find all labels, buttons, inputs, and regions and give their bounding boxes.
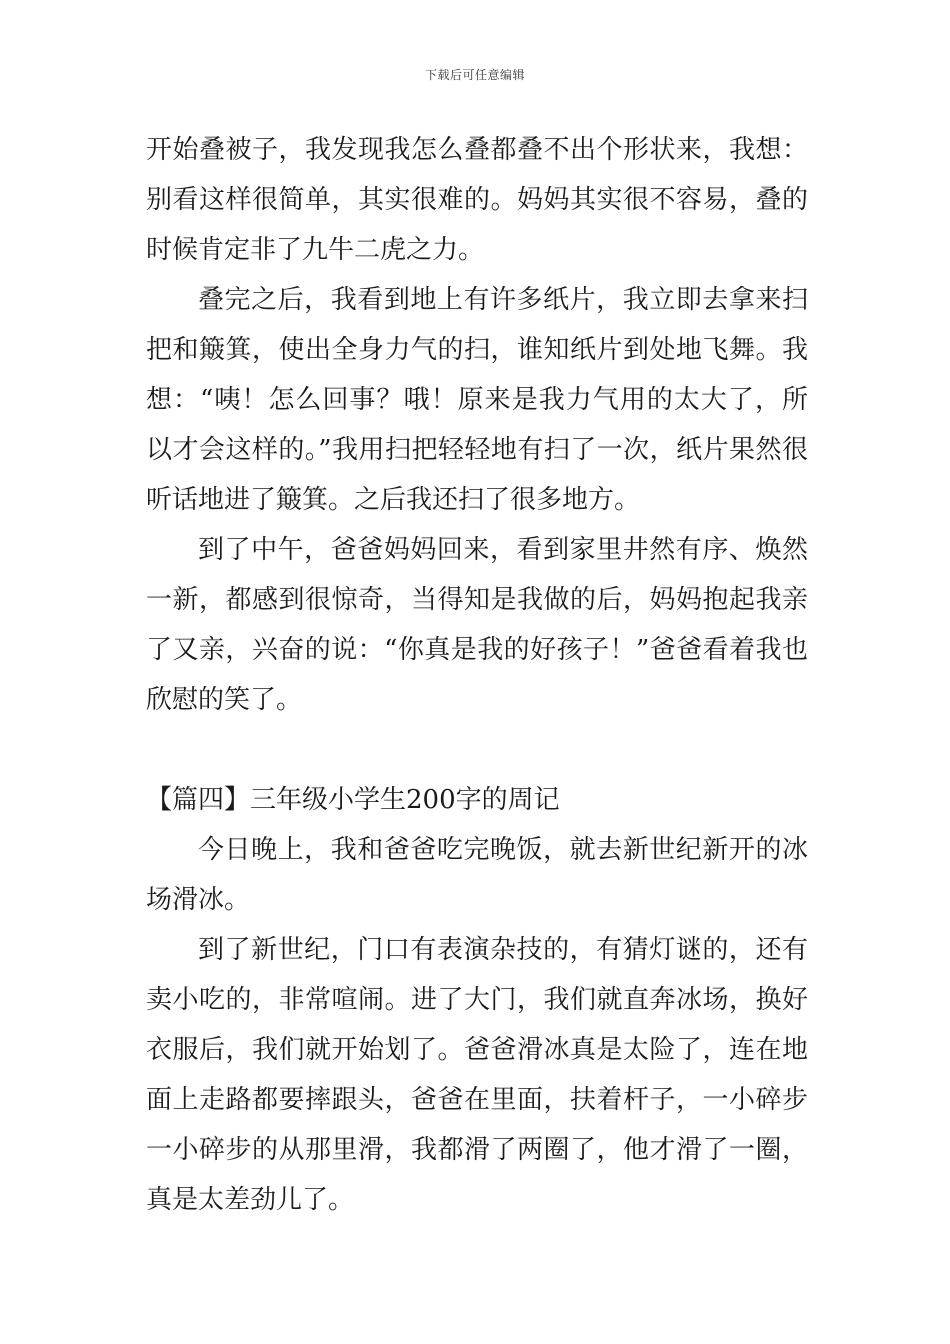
document-body: [146, 125, 808, 1225]
paragraph-continued: 开始叠被子，我发现我怎么叠都叠不出个形状来，我想：别看这样很简单，其实很难的。妈妈其实很不容易，叠的时候肯定非了九牛二虎之力。: [146, 135, 808, 265]
page-header: 下载后可任意编辑: [424, 68, 525, 82]
paragraph: 今日晚上，我和爸爸吃完晚饭，就去新世纪新开的冰场滑冰。: [146, 835, 808, 915]
paragraph: 叠完之后，我看到地上有许多纸片，我立即去拿来扫把和簸箕，使出全身力气的扫，谁知纸片到处地飞舞。我想：“咦！怎么回事？哦！原来是我力气用的太大了，所以才会这样的。”我用扫把轻轻地有扫了一次，纸片果然很听话地进了簸箕。之后我还扫了很多地方。: [146, 285, 808, 515]
section-heading: 【篇四】三年级小学生200字的周记: [146, 785, 560, 815]
paragraph: 到了中午，爸爸妈妈回来，看到家里井然有序、焕然一新，都感到很惊奇，当得知是我做的后，妈妈抱起我亲了又亲，兴奋的说：“你真是我的好孩子！”爸爸看着我也欣慰的笑了。: [146, 535, 808, 715]
paragraph: 到了新世纪，门口有表演杂技的，有猜灯谜的，还有卖小吃的，非常喧闹。进了大门，我们就直奔冰场，换好衣服后，我们就开始划了。爸爸滑冰真是太险了，连在地面上走路都要摔跟头，爸爸在里面，扶着杆子，一小碎步一小碎步的从那里滑，我都滑了两圈了，他才滑了一圈，真是太差劲儿了。: [146, 935, 808, 1215]
section-spacer: [146, 725, 808, 775]
